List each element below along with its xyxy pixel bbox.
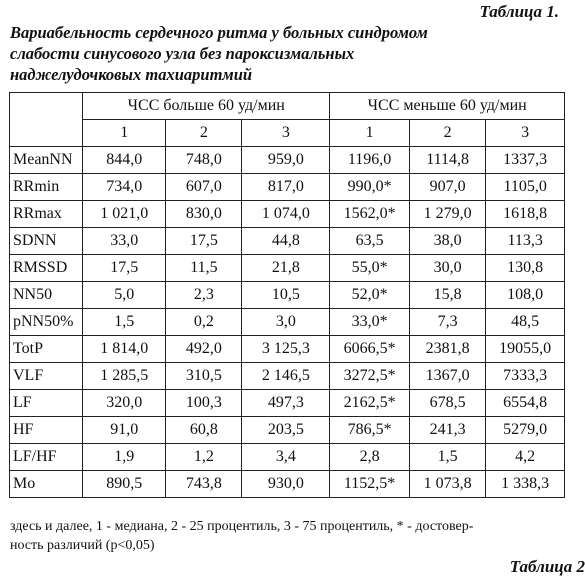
table-cell: 497,3 xyxy=(242,390,330,417)
table-cell: 2162,5* xyxy=(330,390,410,417)
table-cell: 4,2 xyxy=(486,444,565,471)
table-cell: 100,3 xyxy=(166,390,242,417)
sub-header-cell: 3 xyxy=(242,120,330,147)
row-label: Mo xyxy=(10,471,83,498)
table-cell: 1562,0* xyxy=(330,201,410,228)
table-cell: 1 814,0 xyxy=(83,336,166,363)
table-cell: 3,4 xyxy=(242,444,330,471)
table-number: Таблица 1. xyxy=(479,2,559,21)
table-cell: 1,2 xyxy=(166,444,242,471)
sub-header-cell: 1 xyxy=(330,120,410,147)
table-cell: 907,0 xyxy=(409,174,485,201)
table-cell: 2 146,5 xyxy=(242,363,330,390)
table-cell: 0,2 xyxy=(166,309,242,336)
table-cell: 91,0 xyxy=(83,417,166,444)
table-cell: 7,3 xyxy=(409,309,485,336)
table-cell: 11,5 xyxy=(166,255,242,282)
table-cell: 930,0 xyxy=(242,471,330,498)
table-row xyxy=(10,336,565,363)
table-cell: 30,0 xyxy=(409,255,485,282)
table-row xyxy=(10,201,565,228)
sub-header-cell: 2 xyxy=(166,120,242,147)
group-header-row xyxy=(10,93,565,120)
table-cell: 60,8 xyxy=(166,417,242,444)
table-cell: 6066,5* xyxy=(330,336,410,363)
caption-line: слабости синусового узла без пароксизмальных xyxy=(10,44,355,63)
table-cell: 1,9 xyxy=(83,444,166,471)
table-cell: 19055,0 xyxy=(486,336,565,363)
row-label: VLF xyxy=(10,363,83,390)
sub-header-cell: 1 xyxy=(83,120,166,147)
row-label: MeanNN xyxy=(10,147,83,174)
table-cell: 48,5 xyxy=(486,309,565,336)
table-cell: 1 285,5 xyxy=(83,363,166,390)
group-header-hr-above-60: ЧСС больше 60 уд/мин xyxy=(83,93,330,120)
table-cell: 17,5 xyxy=(166,228,242,255)
caption-line: Вариабельность сердечного ритма у больных синдромом xyxy=(10,23,428,42)
table-cell: 1 279,0 xyxy=(409,201,485,228)
table-cell: 33,0* xyxy=(330,309,410,336)
table-cell: 2,8 xyxy=(330,444,410,471)
table-cell: 607,0 xyxy=(166,174,242,201)
table-cell: 6554,8 xyxy=(486,390,565,417)
corner-cell xyxy=(10,93,83,147)
next-table-label: Таблица 2 xyxy=(509,557,585,576)
table-cell: 734,0 xyxy=(83,174,166,201)
table-cell: 55,0* xyxy=(330,255,410,282)
table-row xyxy=(10,363,565,390)
table-row xyxy=(10,255,565,282)
table-cell: 38,0 xyxy=(409,228,485,255)
row-label: pNN50% xyxy=(10,309,83,336)
table-cell: 1152,5* xyxy=(330,471,410,498)
table-row xyxy=(10,147,565,174)
table-cell: 1196,0 xyxy=(330,147,410,174)
table-cell: 113,3 xyxy=(486,228,565,255)
table-row xyxy=(10,444,565,471)
table-cell: 492,0 xyxy=(166,336,242,363)
row-label: NN50 xyxy=(10,282,83,309)
table-cell: 320,0 xyxy=(83,390,166,417)
table-row xyxy=(10,471,565,498)
table-cell: 10,5 xyxy=(242,282,330,309)
caption-line: наджелудочковых тахиаритмий xyxy=(10,65,253,84)
table-cell: 1105,0 xyxy=(486,174,565,201)
table-cell: 3,0 xyxy=(242,309,330,336)
row-label: SDNN xyxy=(10,228,83,255)
row-label: RMSSD xyxy=(10,255,83,282)
row-label: RRmin xyxy=(10,174,83,201)
table-cell: 21,8 xyxy=(242,255,330,282)
table-cell: 817,0 xyxy=(242,174,330,201)
table-cell: 203,5 xyxy=(242,417,330,444)
table-cell: 1 021,0 xyxy=(83,201,166,228)
table-cell: 33,0 xyxy=(83,228,166,255)
table-cell: 748,0 xyxy=(166,147,242,174)
table-cell: 990,0* xyxy=(330,174,410,201)
table-cell: 844,0 xyxy=(83,147,166,174)
footnote-line: ность различий (p<0,05) xyxy=(10,538,155,553)
hrv-table xyxy=(9,92,565,498)
footnote-line: здесь и далее, 1 - медиана, 2 - 25 процентиль, 3 - 75 процентиль, * - достовер- xyxy=(10,519,474,534)
row-label: LF xyxy=(10,390,83,417)
sub-header-cell: 2 xyxy=(409,120,485,147)
sub-header-row xyxy=(10,120,565,147)
table-cell: 1,5 xyxy=(409,444,485,471)
table-cell: 1337,3 xyxy=(486,147,565,174)
table-cell: 15,8 xyxy=(409,282,485,309)
table-cell: 890,5 xyxy=(83,471,166,498)
table-cell: 44,8 xyxy=(242,228,330,255)
row-label: RRmax xyxy=(10,201,83,228)
row-label: HF xyxy=(10,417,83,444)
table-cell: 52,0* xyxy=(330,282,410,309)
table-cell: 2381,8 xyxy=(409,336,485,363)
table-cell: 959,0 xyxy=(242,147,330,174)
table-cell: 7333,3 xyxy=(486,363,565,390)
sub-header-cell: 3 xyxy=(486,120,565,147)
table-cell: 786,5* xyxy=(330,417,410,444)
table-row xyxy=(10,174,565,201)
table-row xyxy=(10,282,565,309)
table-cell: 108,0 xyxy=(486,282,565,309)
table-cell: 678,5 xyxy=(409,390,485,417)
table-row xyxy=(10,228,565,255)
row-label: LF/HF xyxy=(10,444,83,471)
table-cell: 1367,0 xyxy=(409,363,485,390)
group-header-hr-below-60: ЧСС меньше 60 уд/мин xyxy=(330,93,565,120)
table-body xyxy=(10,147,565,498)
table-row xyxy=(10,390,565,417)
table-cell: 1 338,3 xyxy=(486,471,565,498)
table-cell: 1,5 xyxy=(83,309,166,336)
footnote xyxy=(10,517,562,555)
table-cell: 1 074,0 xyxy=(242,201,330,228)
table-cell: 241,3 xyxy=(409,417,485,444)
table-row xyxy=(10,309,565,336)
table-cell: 2,3 xyxy=(166,282,242,309)
row-label: TotP xyxy=(10,336,83,363)
table-cell: 3272,5* xyxy=(330,363,410,390)
table-cell: 17,5 xyxy=(83,255,166,282)
table-cell: 5279,0 xyxy=(486,417,565,444)
table-cell: 830,0 xyxy=(166,201,242,228)
table-cell: 310,5 xyxy=(166,363,242,390)
table-cell: 1114,8 xyxy=(409,147,485,174)
table-cell: 1 073,8 xyxy=(409,471,485,498)
table-cell: 130,8 xyxy=(486,255,565,282)
table-cell: 63,5 xyxy=(330,228,410,255)
table-row xyxy=(10,417,565,444)
table-cell: 743,8 xyxy=(166,471,242,498)
table-cell: 3 125,3 xyxy=(242,336,330,363)
table-caption xyxy=(10,22,550,85)
table-cell: 5,0 xyxy=(83,282,166,309)
table-cell: 1618,8 xyxy=(486,201,565,228)
